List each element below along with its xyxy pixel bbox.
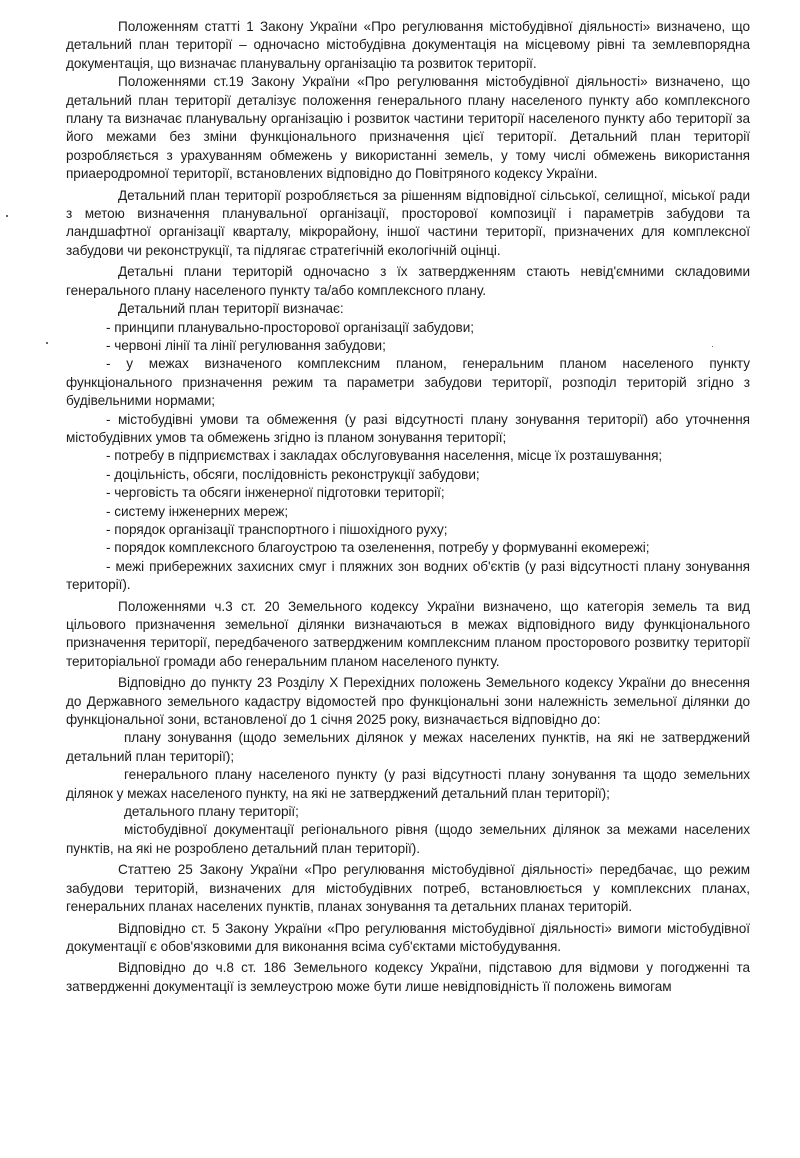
paragraph-9: Відповідно ст. 5 Закону України «Про регулювання містобудівної діяльності» вимоги містобудівної документації є обов'язковими для виконання всіма суб'єктами містобудування. xyxy=(66,920,750,954)
list-item: - червоні лінії та лінії регулювання забудови; xyxy=(106,337,386,353)
paragraph-6: Положеннями ч.3 ст. 20 Земельного кодексу України визначено, що категорія земель та вид цільового призначення земельної ділянки визначаються в межах відповідного виду функціонального призначення території, передбаченого затвердженим комплексним планом просторового розвитку території територіальної громади або генеральним планом населеного пункту. xyxy=(66,598,750,669)
list-item: - порядок організації транспортного і пішохідного руху; xyxy=(106,521,448,537)
list-item: - межі прибережних захисних смуг і пляжних зон водних об'єктів (у разі відсутності плану зонування території). xyxy=(66,558,750,593)
list-item: - у межах визначеного комплексним планом, генеральним планом населеного пункту функціонального призначення режим та параметри забудови території, розподіл територій згідно з будівельними нормами; xyxy=(66,356,750,409)
scan-speck xyxy=(6,215,8,217)
list-item: - систему інженерних мереж; xyxy=(106,503,289,519)
paragraph-4: Детальні плани територій одночасно з їх затвердженням стають невід'ємними складовими генерального плану населеного пункту та/або комплексного плану. xyxy=(66,264,750,298)
list-item: - черговість та обсяги інженерної підготовки території; xyxy=(106,485,445,501)
paragraph-10: Відповідно до ч.8 ст. 186 Земельного кодексу України, підставою для відмови у погодженні та затвердженні документації із землеустрою може бути лише невідповідність її положень вимогам xyxy=(66,960,750,994)
sub-item: плану зонування (щодо земельних ділянок у межах населених пунктів, на які не затверджений детальний план території); xyxy=(66,730,750,764)
scan-speck xyxy=(46,342,48,344)
paragraph-8: Статтею 25 Закону України «Про регулювання містобудівної діяльності» передбачає, що режим забудови територій, визначених для містобудівних потреб, встановлюється у комплексних планах, генеральних планах населених пунктів, планах зонування та детальних планах територій. xyxy=(66,862,750,915)
paragraph-7: Відповідно до пункту 23 Розділу X Перехідних положень Земельного кодексу України до внесення до Державного земельного кадастру відомостей про функціональні зони належність земельної ділянки до функціональної зони, встановленої до 1 січня 2025 року, визначається відповідно до: xyxy=(66,675,750,728)
paragraph-1: Положенням статті 1 Закону України «Про регулювання містобудівної діяльності» визначено, що детальний план території – одночасно містобудівна документація на місцевому рівні та землевпорядна документація, що визначає планувальну організацію та розвиток території. xyxy=(66,19,750,71)
list-item: - доцільність, обсяги, послідовність реконструкції забудови; xyxy=(106,466,480,482)
scan-speck xyxy=(712,346,713,347)
paragraph-2: Положеннями ст.19 Закону України «Про регулювання містобудівної діяльності» визначено, що детальний план території деталізує положення генерального плану населеного пункту або комплексного плану та визначає планувальну організацію і розвиток частини території населеного пункту або території за його межами без зміни функціонального призначення цієї території. Детальний план території розробляється з урахуванням обмежень у використанні земель, у тому числі обмежень використання приаеродромної території, встановлених відповідно до Повітряного кодексу України. xyxy=(66,74,750,182)
paragraph-5: Детальний план території визначає: xyxy=(118,301,344,317)
paragraph-3: Детальний план території розробляється за рішенням відповідної сільської, селищної, міської ради з метою визначення планувальної організації, просторової композиції і параметрів забудови та ландшафтної організації кварталу, мікрорайону, іншої частини території, призначених для комплексної забудови чи реконструкції, та підлягає стратегічній екологічній оцінці. xyxy=(66,187,750,258)
sub-item: генерального плану населеного пункту (у разі відсутності плану зонування та щодо земельних ділянок у межах населеного пункту, на які не затверджений детальний план території); xyxy=(66,767,750,801)
list-item: - порядок комплексного благоустрою та озеленення, потребу у формуванні екомережі; xyxy=(106,540,650,556)
list-item: - потребу в підприємствах і закладах обслуговування населення, місце їх розташування; xyxy=(106,448,663,464)
sub-item: детального плану території; xyxy=(124,804,299,820)
list-item: - містобудівні умови та обмеження (у разі відсутності плану зонування території) або уточнення містобудівних умов та обмежень згідно із планом зонування території; xyxy=(66,411,750,445)
list-item: - принципи планувально-просторової організації забудови; xyxy=(106,319,474,335)
sub-item: містобудівної документації регіонального рівня (щодо земельних ділянок за межами населених пунктів, на які не розроблено детальний план території). xyxy=(66,822,750,856)
